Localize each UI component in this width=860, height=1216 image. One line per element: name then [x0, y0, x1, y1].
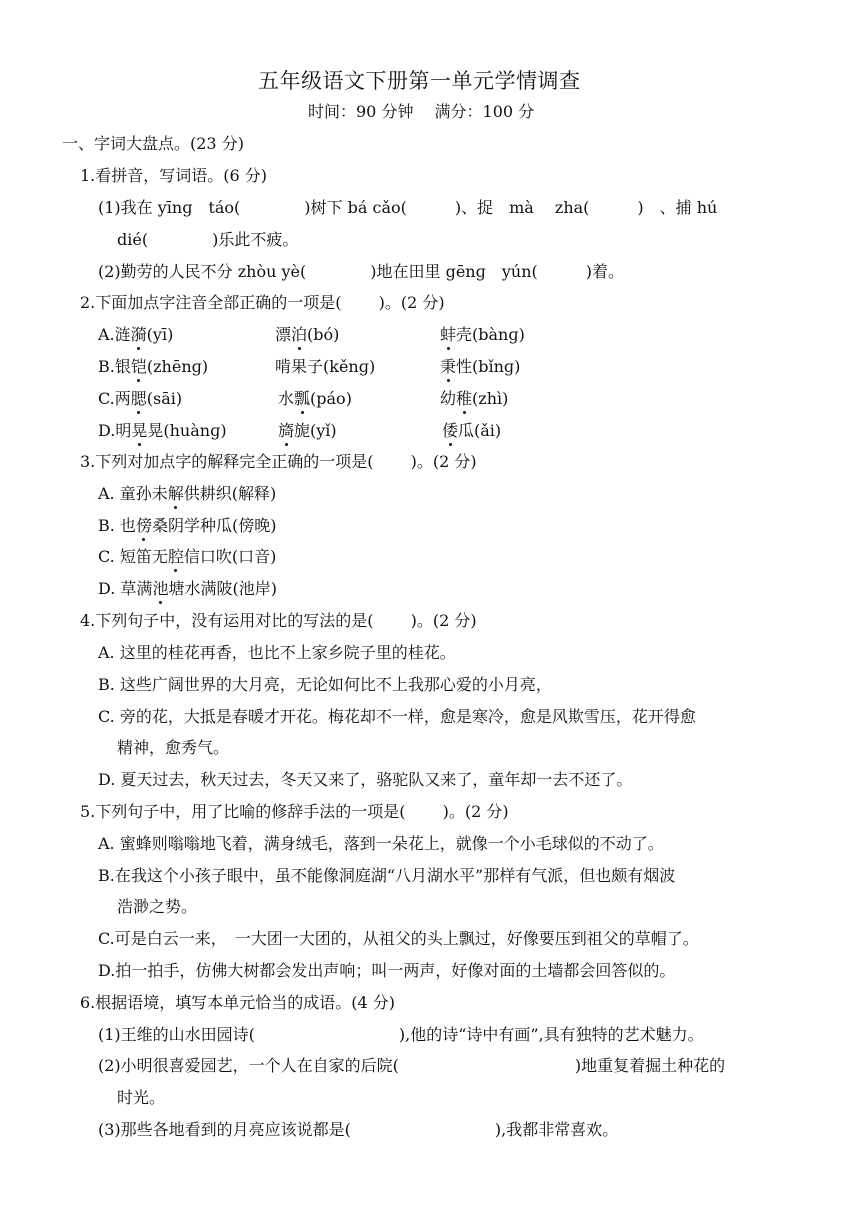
q6-heading: 6.根据语境，填写本单元恰当的成语。(4 分): [80, 993, 396, 1012]
q5-option-d: D.拍一拍手，仿佛大树都会发出声响；叫一两声，好像对面的土墙都会回答似的。: [98, 961, 676, 980]
q2-option-c-2: 水瓢(páo): [278, 389, 352, 408]
q2-option-a-1: A.涟漪(yī): [98, 325, 174, 344]
page-title: 五年级语文下册第一单元学情调查: [258, 69, 581, 93]
q4-option-d: D. 夏天过去，秋天过去，冬天又来了，骆驼队又来了，童年却一去不还了。: [98, 770, 633, 789]
q4-heading: 4.下列句子中，没有运用对比的写法的是( )。(2 分): [80, 611, 477, 630]
q1-line-1-cont: dié( )乐此不疲。: [117, 230, 299, 249]
q5-option-a: A. 蜜蜂则嗡嗡地飞着，满身绒毛，落到一朵花上，就像一个小毛球似的不动了。: [98, 834, 664, 853]
q1-line-2: (2)勤劳的人民不分 zhòu yè( )地在田里 gēnɡ yún( )着。: [98, 262, 624, 281]
q5-heading: 5.下列句子中，用了比喻的修辞手法的一项是( )。(2 分): [80, 802, 509, 821]
q2-option-b-2: 啃果子(kěnɡ): [275, 357, 376, 376]
q5-option-b: B.在我这个小孩子眼中，虽不能像洞庭湖“八月湖水平”那样有气派，但也颇有烟波: [98, 866, 676, 885]
q2-heading: 2.下面加点字注音全部正确的一项是( )。(2 分): [80, 293, 445, 312]
q3-option-d: D. 草满池塘水满陂(池岸): [98, 579, 277, 598]
q2-option-d-1: D.明晃晃(huànɡ): [98, 421, 227, 440]
q3-option-c: C. 短笛无腔信口吹(口音): [98, 547, 277, 566]
q1-heading: 1.看拼音，写词语。(6 分): [80, 166, 268, 185]
q4-option-b: B. 这些广阔世界的大月亮，无论如何比不上我那心爱的小月亮，: [98, 675, 552, 694]
q6-item-3: (3)那些各地看到的月亮应该说都是( ),我都非常喜欢。: [98, 1120, 619, 1139]
q2-option-b-1: B.银铠(zhēnɡ): [98, 357, 209, 376]
q6-item-2-cont: 时光。: [117, 1088, 166, 1107]
q5-option-c: C.可是白云一来， 一大团一大团的，从祖父的头上飘过，好像要压到祖父的草帽了。: [98, 929, 699, 948]
q2-option-d-2: 旖旎(yǐ): [278, 421, 337, 440]
q3-option-a: A. 童孙未解供耕织(解释): [98, 484, 277, 503]
q4-option-a: A. 这里的桂花再香，也比不上家乡院子里的桂花。: [98, 643, 456, 662]
q2-option-d-3: 倭瓜(ǎi): [442, 421, 502, 440]
q4-option-c: C. 旁的花，大抵是春暖才开花。梅花却不一样，愈是寒冷，愈是风欺雪压，花开得愈: [98, 707, 696, 726]
q2-option-a-3: 蚌壳(bànɡ): [440, 325, 525, 344]
q2-option-c-1: C.两腮(sāi): [98, 389, 183, 408]
q2-option-a-2: 漂泊(bó): [275, 325, 340, 344]
q2-option-b-3: 秉性(bǐnɡ): [440, 357, 521, 376]
q3-heading: 3.下列对加点字的解释完全正确的一项是( )。(2 分): [80, 452, 477, 471]
q1-line-1: (1)我在 yīnɡ táo( )树下 bá cǎo( )、捉 mà zha( ) 、捕 hú: [98, 198, 718, 217]
q2-option-c-3: 幼稚(zhì): [440, 389, 509, 408]
q6-item-1: (1)王维的山水田园诗( ),他的诗“诗中有画”,具有独特的艺术魅力。: [98, 1025, 704, 1044]
q4-option-c-cont: 精神，愈秀气。: [117, 738, 230, 757]
section-heading: 一、字词大盘点。(23 分): [62, 134, 244, 153]
q5-option-b-cont: 浩渺之势。: [117, 897, 198, 916]
exam-meta: 时间：90 分钟 满分：100 分: [308, 102, 535, 121]
q3-option-b: B. 也傍桑阴学种瓜(傍晚): [98, 516, 277, 535]
q6-item-2: (2)小明很喜爱园艺，一个人在自家的后院( )地重复着掘土种花的: [98, 1056, 726, 1075]
